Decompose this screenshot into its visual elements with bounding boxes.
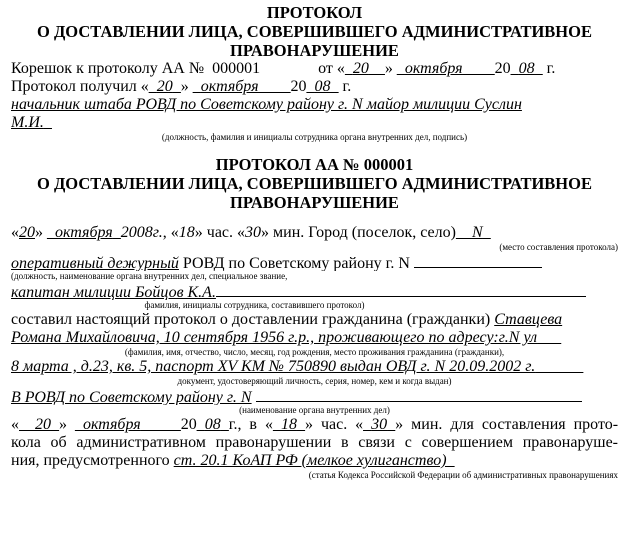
- protocol-subtitle: О ДОСТАВЛЕНИИ ЛИЦА, СОВЕРШИВШЕГО АДМИНИСТРАТИВНОЕ: [37, 174, 592, 193]
- hour-open: «: [170, 224, 179, 241]
- date-day: 20: [19, 224, 35, 241]
- stub-from: от «: [318, 60, 345, 77]
- to-place-line: [11, 387, 618, 405]
- received-quote: »: [180, 78, 189, 95]
- protocol-title: ПРОТОКОЛ АА № 000001: [215, 155, 414, 174]
- person-fill: ___: [537, 329, 562, 346]
- received-year: _08_: [306, 78, 339, 95]
- stub-quote: »: [384, 60, 393, 77]
- drew-up-text: составил настоящий протокол о доставлении гражданина (гражданки): [11, 311, 491, 328]
- bring-hour: _18_: [272, 416, 305, 433]
- purpose-line: [11, 434, 618, 452]
- stub-subtitle: О ДОСТАВЛЕНИИ ЛИЦА, СОВЕРШИВШЕГО АДМИНИСТРАТИВНОЕ: [37, 22, 592, 41]
- bring-minute: _30_: [363, 416, 396, 433]
- received-day: _20_: [148, 78, 181, 95]
- article-value: ст. 20.1 КоАП РФ (мелкое хулиганство): [173, 452, 447, 469]
- stub-received-line: [11, 78, 618, 96]
- person-line: [11, 329, 618, 347]
- hour-label: » час. «: [194, 224, 246, 241]
- stub-officer-line: [11, 96, 618, 114]
- official-fill: [414, 253, 542, 268]
- bring-year: _08_: [196, 416, 229, 433]
- provided-label: ния, предусмотренного: [11, 452, 170, 469]
- date-time-line: [11, 224, 618, 242]
- city-value: __N_: [455, 224, 491, 241]
- person-details: Романа Михайловича, 10 сентября 1956 г.р., проживающего по адресу:г.N ул: [11, 329, 538, 346]
- person-surname: Ставцева: [494, 311, 563, 328]
- received-label: Протокол получил «: [11, 78, 149, 95]
- officer-caption: фамилия, инициалы сотрудника, составившего протокол): [144, 300, 365, 310]
- officer-name: капитан милиции Бойцов К.А.: [11, 284, 216, 300]
- bring-hour-label: » час. «: [304, 416, 364, 433]
- stub-month: _октября____: [396, 60, 495, 77]
- bring-year-pre: 20: [180, 416, 197, 433]
- stub-year-pre: 20: [494, 60, 511, 77]
- received-g: г.: [342, 78, 352, 95]
- article-fill: _: [446, 452, 455, 469]
- stub-subtitle-2: ПРАВОНАРУШЕНИЕ: [230, 41, 399, 60]
- stub-g: г.: [546, 60, 556, 77]
- date-open: «: [11, 224, 19, 241]
- stub-day: 20__: [352, 60, 385, 77]
- passport-fill: ______: [535, 358, 584, 375]
- bring-day-close: »: [58, 416, 67, 433]
- bring-g: г., в «: [228, 416, 273, 433]
- protocol-subtitle-2: ПРАВОНАРУШЕНИЕ: [230, 193, 399, 212]
- date-month: _октября_: [47, 224, 121, 241]
- bring-day-open: «: [11, 416, 19, 433]
- place-caption: (место составления протокола): [499, 242, 618, 252]
- date-comma: ,: [162, 224, 167, 241]
- official-rest: РОВД по Советскому району г. N: [182, 255, 410, 271]
- official-line: [11, 253, 618, 271]
- stub-label: Корешок к протоколу АА №: [11, 60, 205, 77]
- date-close: »: [35, 224, 43, 241]
- received-year-pre: 20: [290, 78, 307, 95]
- stub-officer-2: М.И._: [11, 114, 52, 131]
- person-caption: (фамилия, имя, отчество, число, месяц, год рождения, место проживания гражданина (гражданки),: [124, 347, 505, 357]
- official-caption: (должность, наименование органа внутренних дел, специальное звание,: [11, 271, 288, 281]
- hour-value: 18: [178, 224, 195, 241]
- to-caption: (наименование органа внутренних дел): [239, 405, 390, 415]
- drew-up-line: [11, 311, 618, 329]
- date-year: 2008г.: [120, 224, 163, 241]
- passport-value: 8 марта , д.23, кв. 5, паспорт XV КМ № 750890 выдан ОВД г. N 20.09.2002 г.: [11, 358, 536, 375]
- stub-number-line: [11, 60, 618, 78]
- received-month: _октября____: [192, 78, 291, 95]
- officer-fill: [216, 282, 586, 297]
- passport-caption: документ, удостоверяющий личность, серия, номер, кем и когда выдан): [177, 376, 452, 386]
- to-place-value: В РОВД по Советскому району г. N: [11, 389, 252, 405]
- official-value: оперативный дежурный: [11, 255, 179, 271]
- to-place-fill: [256, 387, 582, 402]
- minute-label: » мин. Город (поселок, село): [261, 224, 456, 241]
- bring-month: _октября_____: [74, 416, 181, 433]
- article-line: [11, 452, 618, 470]
- stub-officer-line-2: [11, 114, 618, 132]
- stub-year: _08_: [510, 60, 543, 77]
- bring-tail: » мин. для составления прото-: [395, 416, 618, 433]
- minute-value: 30: [245, 224, 262, 241]
- bring-line: [11, 416, 618, 434]
- stub-officer-caption: (должность, фамилия и инициалы сотрудника органа внутренних дел, подпись): [161, 132, 468, 142]
- stub-officer: начальник штаба РОВД по Советскому району г. N майор милиции Суслин: [11, 96, 522, 113]
- stub-title: ПРОТОКОЛ: [266, 3, 363, 22]
- officer-line: [11, 282, 618, 300]
- bring-day: _20_: [19, 416, 59, 433]
- passport-line: [11, 358, 618, 376]
- purpose-text: кола об административном правонарушении в связи с совершением правонаруше-: [11, 434, 618, 451]
- article-caption: (статья Кодекса Российской Федерации об административных правонарушениях: [308, 470, 618, 480]
- stub-number: 000001: [212, 60, 261, 77]
